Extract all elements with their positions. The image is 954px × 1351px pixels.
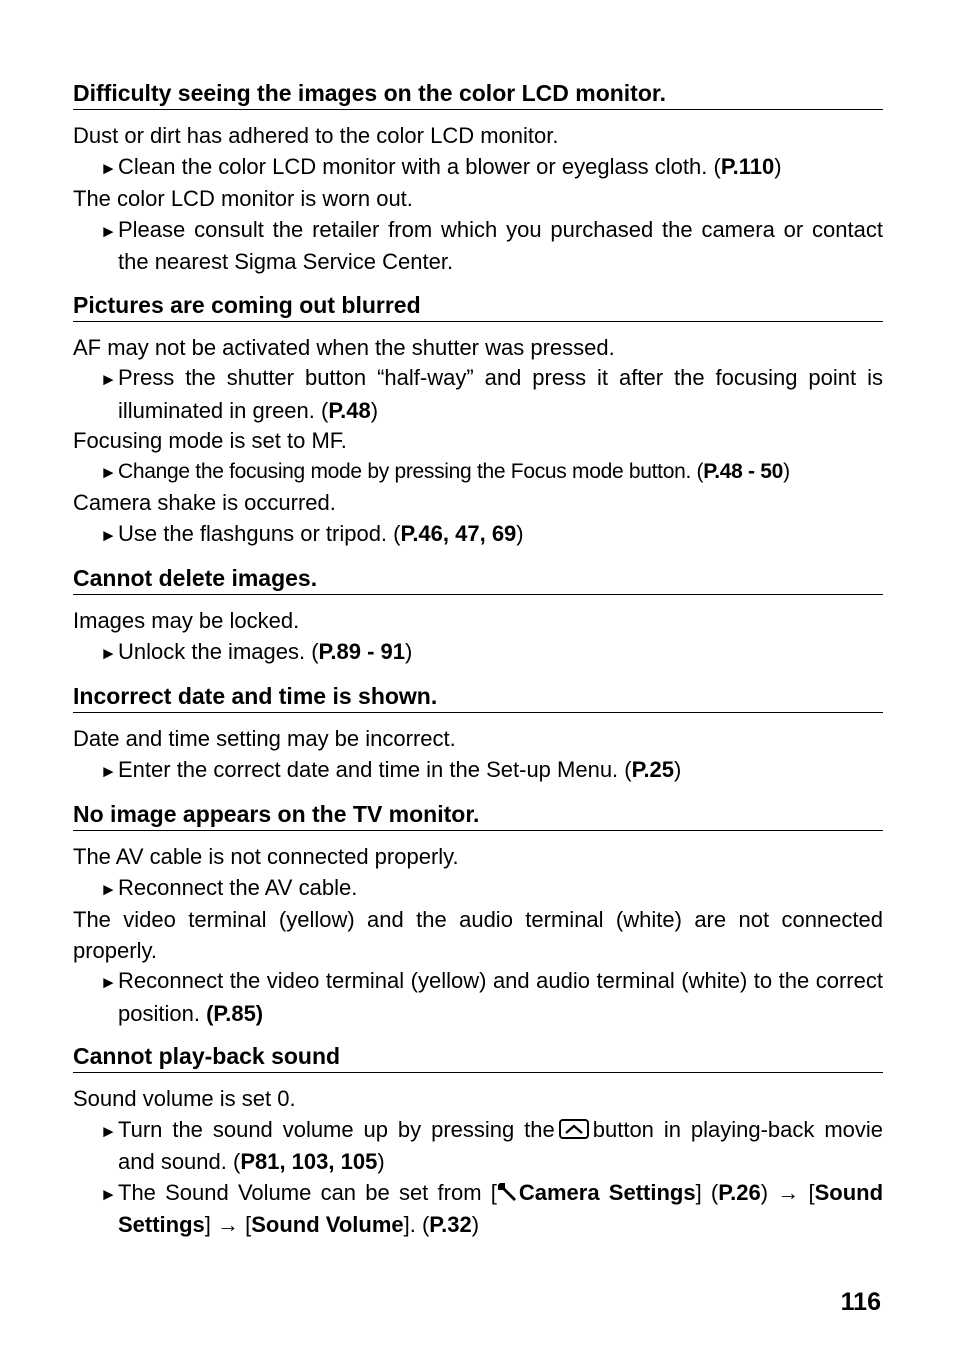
section-date-time bbox=[73, 681, 883, 787]
page-reference: P81, 103, 105 bbox=[240, 1149, 378, 1174]
section-heading: Difficulty seeing the images on the color LCD monitor. bbox=[73, 78, 883, 110]
cause-text: AF may not be activated when the shutter was pressed. bbox=[73, 334, 615, 360]
remedy-body: Press the shutter button “half-way” and press it after the focusing point is illuminated in green. ( bbox=[118, 365, 883, 423]
remedy-body: Enter the correct date and time in the Set-up Menu. ( bbox=[118, 756, 632, 782]
close-paren: ) bbox=[774, 153, 782, 179]
section-heading: Cannot play-back sound bbox=[73, 1041, 883, 1073]
bullet-arrow-icon: ► bbox=[100, 462, 117, 482]
close-paren: ) bbox=[516, 520, 524, 546]
page-reference: (P.85) bbox=[206, 1000, 264, 1026]
page-reference: P.48 - 50 bbox=[703, 459, 784, 483]
page-reference: P.32 bbox=[429, 1212, 472, 1237]
remedy-body: ]. ( bbox=[403, 1212, 430, 1237]
cause-text: The AV cable is not connected properly. bbox=[73, 844, 459, 869]
bullet-arrow-icon: ► bbox=[100, 221, 117, 241]
remedy-text bbox=[73, 637, 883, 670]
remedy-body: Change the focusing mode by pressing the Focus mode button. ( bbox=[118, 459, 704, 483]
remedy-body: button in playing-back movie and sound. ( bbox=[118, 1116, 883, 1174]
bullet-arrow-icon: ► bbox=[100, 525, 117, 545]
menu-name: Sound Volume bbox=[251, 1212, 404, 1237]
cause-text: Focusing mode is set to MF. bbox=[73, 428, 347, 453]
page-reference: P.25 bbox=[631, 756, 675, 782]
close-paren: ) bbox=[783, 459, 790, 483]
remedy-body: Clean the color LCD monitor with a blower or eyeglass cloth. ( bbox=[118, 153, 721, 179]
remedy-body: ] → [ bbox=[204, 1212, 252, 1237]
page-reference: P.89 - 91 bbox=[318, 638, 405, 664]
remedy-body: Reconnect the video terminal (yellow) and audio terminal (white) to the correct position. bbox=[118, 968, 883, 1026]
section-heading: Cannot delete images. bbox=[73, 563, 883, 595]
section-blurred-pictures bbox=[73, 290, 883, 552]
cause-text: Dust or dirt has adhered to the color LCD monitor. bbox=[73, 123, 559, 148]
remedy-text bbox=[73, 215, 883, 278]
section-heading: Incorrect date and time is shown. bbox=[73, 681, 883, 713]
page-reference: P.46, 47, 69 bbox=[400, 520, 517, 546]
wrench-icon bbox=[497, 1180, 519, 1202]
remedy-body: Unlock the images. ( bbox=[118, 638, 319, 664]
close-paren: ) bbox=[370, 397, 379, 423]
remedy-text bbox=[73, 152, 883, 185]
remedy-text bbox=[73, 966, 883, 1029]
remedy-text bbox=[73, 1178, 883, 1241]
cause-text: Images may be locked. bbox=[73, 608, 300, 633]
remedy-body: The Sound Volume can be set from [ bbox=[118, 1179, 497, 1205]
cause-text: The video terminal (yellow) and the audio terminal (white) are not connected properly. bbox=[73, 907, 883, 963]
cause-text: Sound volume is set 0. bbox=[73, 1086, 296, 1111]
troubleshooting-page bbox=[73, 78, 883, 1253]
menu-name: Sound Settings bbox=[118, 1179, 884, 1237]
bullet-arrow-icon: ► bbox=[100, 370, 117, 389]
bullet-arrow-icon: ► bbox=[100, 1184, 117, 1204]
section-heading: Pictures are coming out blurred bbox=[73, 290, 883, 322]
cause-text: Date and time setting may be incorrect. bbox=[73, 726, 456, 751]
remedy-text bbox=[73, 873, 883, 906]
bullet-arrow-icon: ► bbox=[100, 879, 117, 899]
cause-text: Camera shake is occurred. bbox=[73, 490, 336, 515]
page-reference: P.110 bbox=[720, 153, 775, 179]
remedy-body: Reconnect the AV cable. bbox=[118, 874, 358, 900]
close-paren: ) bbox=[471, 1212, 480, 1237]
remedy-text bbox=[73, 457, 883, 489]
close-paren: ) bbox=[404, 638, 413, 664]
section-cannot-delete bbox=[73, 563, 883, 669]
section-sound-playback bbox=[73, 1041, 883, 1241]
menu-name: Camera Settings bbox=[518, 1179, 696, 1205]
remedy-body: ] ( bbox=[695, 1179, 719, 1205]
bullet-arrow-icon: ► bbox=[100, 1121, 117, 1141]
up-button-icon bbox=[559, 1119, 589, 1139]
remedy-text bbox=[73, 755, 883, 788]
section-lcd-visibility bbox=[73, 78, 883, 278]
bullet-arrow-icon: ► bbox=[100, 158, 117, 178]
remedy-body: Use the flashguns or tripod. ( bbox=[118, 520, 401, 546]
close-paren: ) bbox=[377, 1149, 385, 1174]
bullet-arrow-icon: ► bbox=[100, 761, 117, 781]
bullet-arrow-icon: ► bbox=[100, 973, 117, 992]
page-reference: P.48 bbox=[328, 397, 371, 423]
remedy-body: ) → [ bbox=[760, 1179, 815, 1205]
remedy-text bbox=[73, 1115, 883, 1178]
page-reference: P.26 bbox=[718, 1179, 761, 1205]
remedy-text bbox=[73, 519, 883, 552]
page-number: 116 bbox=[840, 1288, 881, 1316]
close-paren: ) bbox=[674, 756, 682, 782]
section-heading: No image appears on the TV monitor. bbox=[73, 799, 883, 831]
cause-text: The color LCD monitor is worn out. bbox=[73, 186, 413, 211]
bullet-arrow-icon: ► bbox=[100, 643, 117, 663]
section-tv-monitor bbox=[73, 799, 883, 1029]
remedy-text bbox=[73, 363, 883, 426]
remedy-body: Turn the sound volume up by pressing the bbox=[118, 1116, 555, 1142]
remedy-body: Please consult the retailer from which you purchased the camera or contact the nearest Sigma Service Center. bbox=[118, 216, 883, 274]
